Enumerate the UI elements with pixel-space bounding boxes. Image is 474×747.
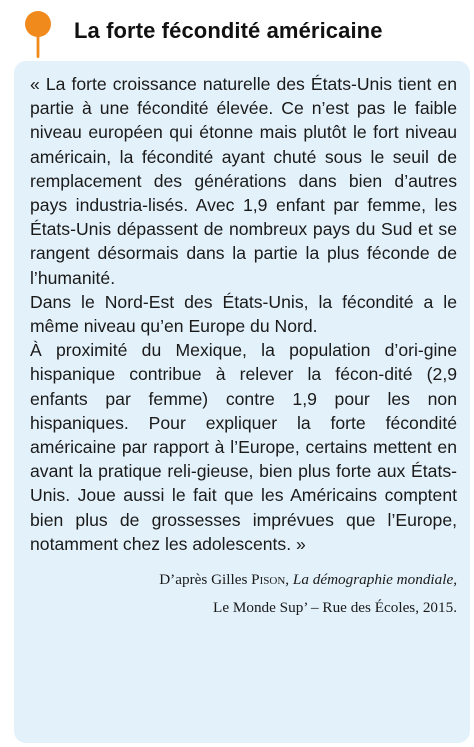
quote-paragraph-3: À proximité du Mexique, la population d’ori-gine hispanique contribue à relever la fécon-dité (2,9 enfants par femme) contre 1,9 pour les non hispaniques. Pour expliquer la forte fécondité américaine par rapport à l’Europe, certains mettent en avant la pratique reli-gieuse, bien plus forte aux États-Unis. Joue aussi le fait que les Américains comptent bien plus de grossesses imprévues que l’Europe, notamment chez les adolescents. » bbox=[30, 340, 457, 554]
page-title: La forte fécondité américaine bbox=[74, 18, 383, 43]
source-line-1: D’après Gilles Pison, La démographie mondiale, bbox=[159, 571, 457, 589]
quote-paragraph-1: « La forte croissance naturelle des États-Unis tient en partie à une fécondité élevée. Ce n’est pas le faible niveau européen qui étonne mais plutôt le fort niveau américain, la fécondité ayant chuté sous le seuil de remplacement des générations dans bien d’autres pays industria-lisés. Avec 1,9 enfant par femme, les États-Unis dépassent de nombreux pays du Sud et se rangent désormais dans la partie la plus féconde de l’humanité. bbox=[30, 74, 457, 288]
quote-body bbox=[30, 72, 457, 622]
document-header bbox=[0, 0, 474, 68]
quote-card bbox=[14, 61, 470, 743]
source-line-2: Le Monde Sup’ – Rue des Écoles, 2015. bbox=[213, 599, 457, 617]
source-book-title: La démographie mondiale bbox=[292, 571, 454, 589]
quote-paragraph-2: Dans le Nord-Est des États-Unis, la fécondité a le même niveau qu’en Europe du Nord. bbox=[30, 291, 457, 337]
source-prefix: D’après Gilles bbox=[159, 571, 252, 589]
source-separator: , bbox=[285, 571, 293, 589]
orange-pin-icon bbox=[24, 10, 52, 60]
source-author: Pison bbox=[251, 571, 286, 589]
source-citation bbox=[30, 566, 457, 622]
